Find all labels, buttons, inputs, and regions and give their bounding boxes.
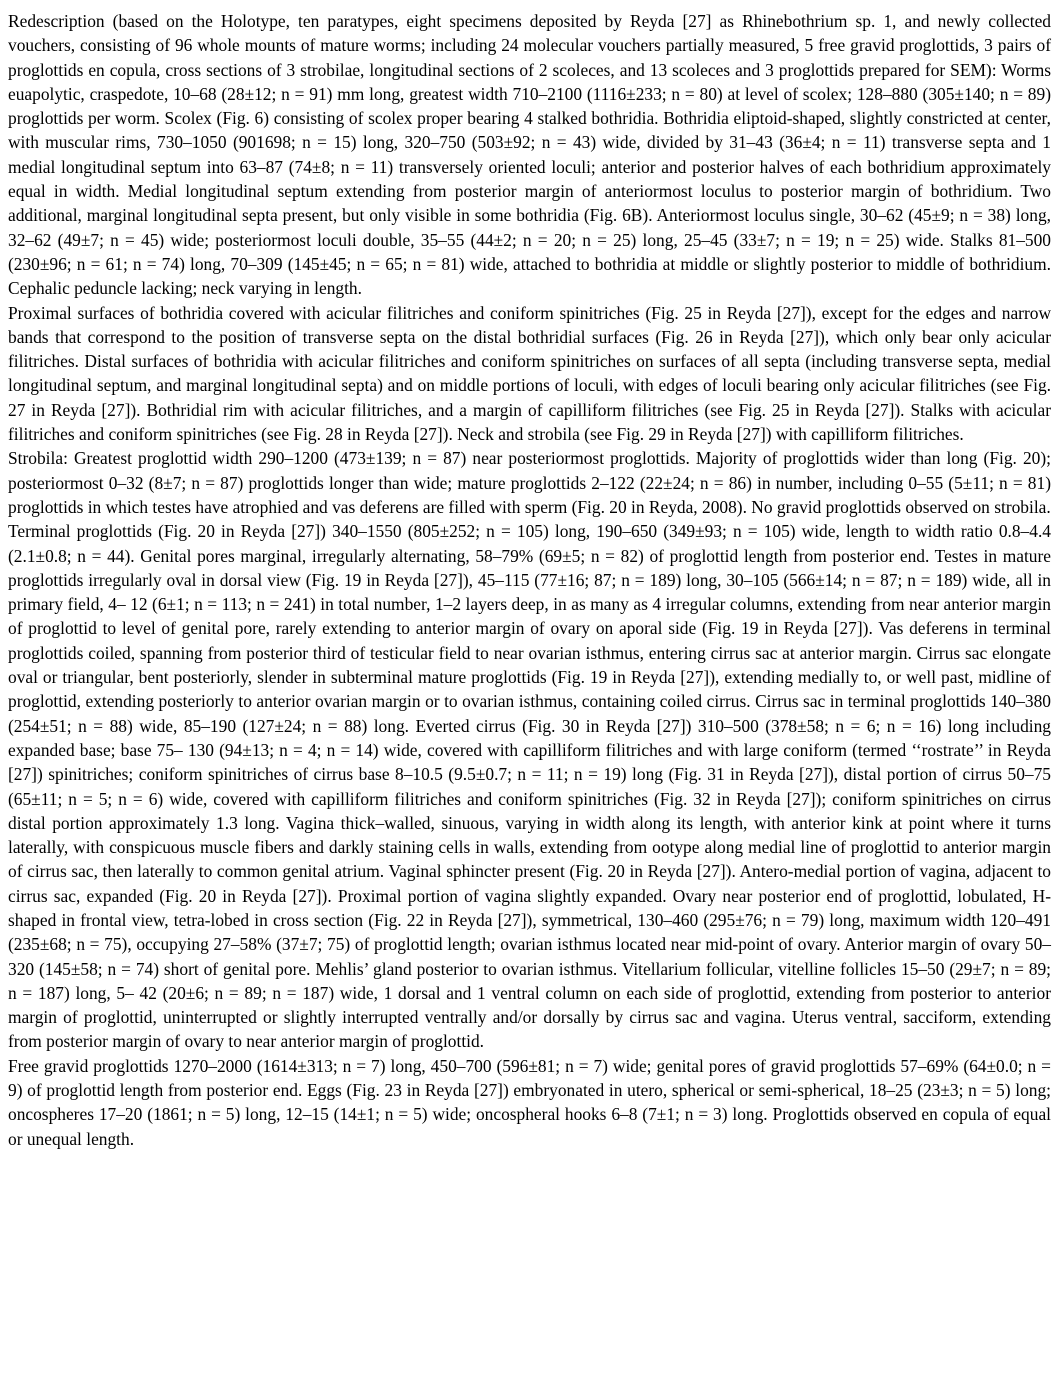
paragraph-redescription-scolex: Redescription (based on the Holotype, ten paratypes, eight specimens deposited by Reyda [27] as Rhinebothrium sp. 1, and newly collected vouchers, consisting of 96 whole mounts of mature worms; including 24 molecular vouchers partially measured, 5 free gravid proglottids, 3 pairs of proglottids en copula, cross sections of 3 strobilae, longitudinal sections of 2 scoleces, and 13 scoleces and 3 proglottids prepared for SEM): Worms euapolytic, craspedote, 10–68 (28±12; n = 91) mm long, greatest width 710–2100 (1116±233; n = 80) at level of scolex; 128–880 (305±140; n = 89) proglottids per worm. Scolex (Fig. 6) consisting of scolex proper bearing 4 stalked bothridia. Bothridia eliptoid-shaped, slightly constricted at center, with muscular rims, 730–1050 (901698; n = 15) long, 320–750 (503±92; n = 43) wide, divided by 31–43 (36±4; n = 11) transverse septa and 1 medial longitudinal septum into 63–87 (74±8; n = 11) transversely oriented loculi; anterior and posterior halves of each bothridium approximately equal in width. Medial longitudinal septum extending from posterior margin of anteriormost loculus to posterior margin of bothridium. Two additional, marginal longitudinal septa present, but only visible in some bothridia (Fig. 6B). Anteriormost loculus single, 30–62 (45±9; n = 38) long, 32–62 (49±7; n = 45) wide; posteriormost loculi double, 35–55 (44±2; n = 20; n = 25) long, 25–45 (33±7; n = 19; n = 25) wide. Stalks 81–500 (230±96; n = 61; n = 74) long, 70–309 (145±45; n = 65; n = 81) wide, attached to bothridia at middle or slightly posterior to middle of bothridium. Cephalic peduncle lacking; neck varying in length. bbox=[8, 11, 1051, 299]
paragraph-free-gravid-proglottids: Free gravid proglottids 1270–2000 (1614±313; n = 7) long, 450–700 (596±81; n = 7) wide; genital pores of gravid proglottids 57–69% (64±0.0; n = 9) of proglottid length from posterior end. Eggs (Fig. 23 in Reyda [27]) embryonated in utero, spherical or semi-spherical, 18–25 (23±3; n = 5) long; oncospheres 17–20 (1861; n = 5) long, 12–15 (14±1; n = 5) wide; oncospheral hooks 6–8 (7±1; n = 3) long. Proglottids observed en copula of equal or unequal length. bbox=[8, 1055, 1051, 1149]
paragraph-strobila: Strobila: Greatest proglottid width 290–1200 (473±139; n = 87) near posteriormost proglottids. Majority of proglottids wider than long (Fig. 20); posteriormost 0–32 (8±7; n = 87) proglottids longer than wide; mature proglottids 2–122 (22±24; n = 86) in number, including 0–55 (5±11; n = 81) proglottids in which testes have atrophied and vas deferens are filled with sperm (Fig. 20 in Reyda, 2008). No gravid proglottids observed on strobila. bbox=[8, 448, 1051, 517]
paragraph-surface-microtriches: Proximal surfaces of bothridia covered with acicular filitriches and coniform spinitriches (Fig. 25 in Reyda [27]), except for the edges and narrow bands that correspond to the position of transverse septa on the distal bothridial surfaces (Fig. 26 in Reyda [27]), which only bear only acicular filitriches. Distal surfaces of bothridia with acicular filitriches and coniform spinitriches on surfaces of all septa (including transverse septa, medial longitudinal septum, and marginal longitudinal septa) and on middle portions of loculi, with edges of loculi bearing only acicular filitriches (see Fig. 27 in Reyda [27]). Bothridial rim with acicular filitriches, and a margin of capilliform filitriches (see Fig. 25 in Reyda [27]). Stalks with acicular filitriches and coniform spinitriches (see Fig. 28 in Reyda [27]). Neck and strobila (see Fig. 29 in Reyda [27]) with capilliform filitriches. bbox=[8, 302, 1051, 445]
paragraph-terminal-proglottids: Terminal proglottids (Fig. 20 in Reyda [27]) 340–1550 (805±252; n = 105) long, 190–650 (349±93; n = 105) wide, length to width ratio 0.8–4.4 (2.1±0.8; n = 44). Genital pores marginal, irregularly alternating, 58–79% (69±5; n = 82) of proglottid length from posterior end. Testes in mature proglottids irregularly oval in dorsal view (Fig. 19 in Reyda [27]), 45–115 (77±16; 87; n = 189) long, 30–105 (566±14; n = 87; n = 189) wide, all in primary field, 4– 12 (6±1; n = 113; n = 241) in total number, 1–2 layers deep, in as many as 4 irregular columns, extending from near anterior margin of proglottid to level of genital pore, rarely extending to anterior margin of ovary on aporal side (Fig. 19 in Reyda [27]). Vas deferens in terminal proglottids coiled, spanning from posterior third of testicular field to near ovarian isthmus, entering cirrus sac at anterior margin. Cirrus sac elongate oval or triangular, bent posteriorly, slender in subterminal mature proglottids (Fig. 19 in Reyda [27]), extending medially to, or well past, midline of proglottid, extending posteriorly to anterior ovarian margin or to ovarian isthmus, containing coiled cirrus. Cirrus sac in terminal proglottids 140–380 (254±51; n = 88) wide, 85–190 (127±24; n = 88) long. Everted cirrus (Fig. 30 in Reyda [27]) 310–500 (378±58; n = 6; n = 16) long including expanded base; base 75– 130 (94±13; n = 4; n = 14) wide, covered with capilliform filitriches and with large coniform (termed ‘‘rostrate’’ in Reyda [27]) spinitriches; coniform spinitriches of cirrus base 8–10.5 (9.5±0.7; n = 11; n = 19) long (Fig. 31 in Reyda [27]), distal portion of cirrus 50–75 (65±11; n = 5; n = 6) wide, covered with capilliform filitriches and coniform spinitriches (Fig. 32 in Reyda [27]); coniform spinitriches on cirrus distal portion approximately 1.3 long. Vagina thick–walled, sinuous, varying in width along its length, with anterior kink at point where it turns laterally, with conspicuous muscle fibers and darkly staining cells in walls, extending from ootype along medial line of proglottid to anterior margin of cirrus sac, then laterally to common genital atrium. Vaginal sphincter present (Fig. 20 in Reyda [27]). Antero-medial portion of vagina, adjacent to cirrus sac, expanded (Fig. 20 in Reyda [27]). Proximal portion of vagina slightly expanded. Ovary near posterior end of proglottid, lobulated, H-shaped in frontal view, tetra-lobed in cross section (Fig. 22 in Reyda [27]), symmetrical, 130–460 (295±76; n = 79) long, maximum width 120–491 (235±68; n = 75), occupying 27–58% (37±7; 75) of proglottid length; ovarian isthmus located near mid-point of ovary. Anterior margin of ovary 50–320 (145±58; n = 74) short of genital pore. Mehlis’ gland posterior to ovarian isthmus. Vitellarium follicular, vitelline follicles 15–50 (29±7; n = 89; n = 187) long, 5– 42 (20±6; n = 89; n = 187) wide, 1 dorsal and 1 ventral column on each side of proglottid, extending from posterior to anterior margin of proglottid, uninterrupted or slightly interrupted ventrally and/or dorsally by cirrus sac and vagina. Uterus ventral, sacciform, extending from posterior margin of ovary to near anterior margin of proglottid. bbox=[8, 521, 1051, 1052]
